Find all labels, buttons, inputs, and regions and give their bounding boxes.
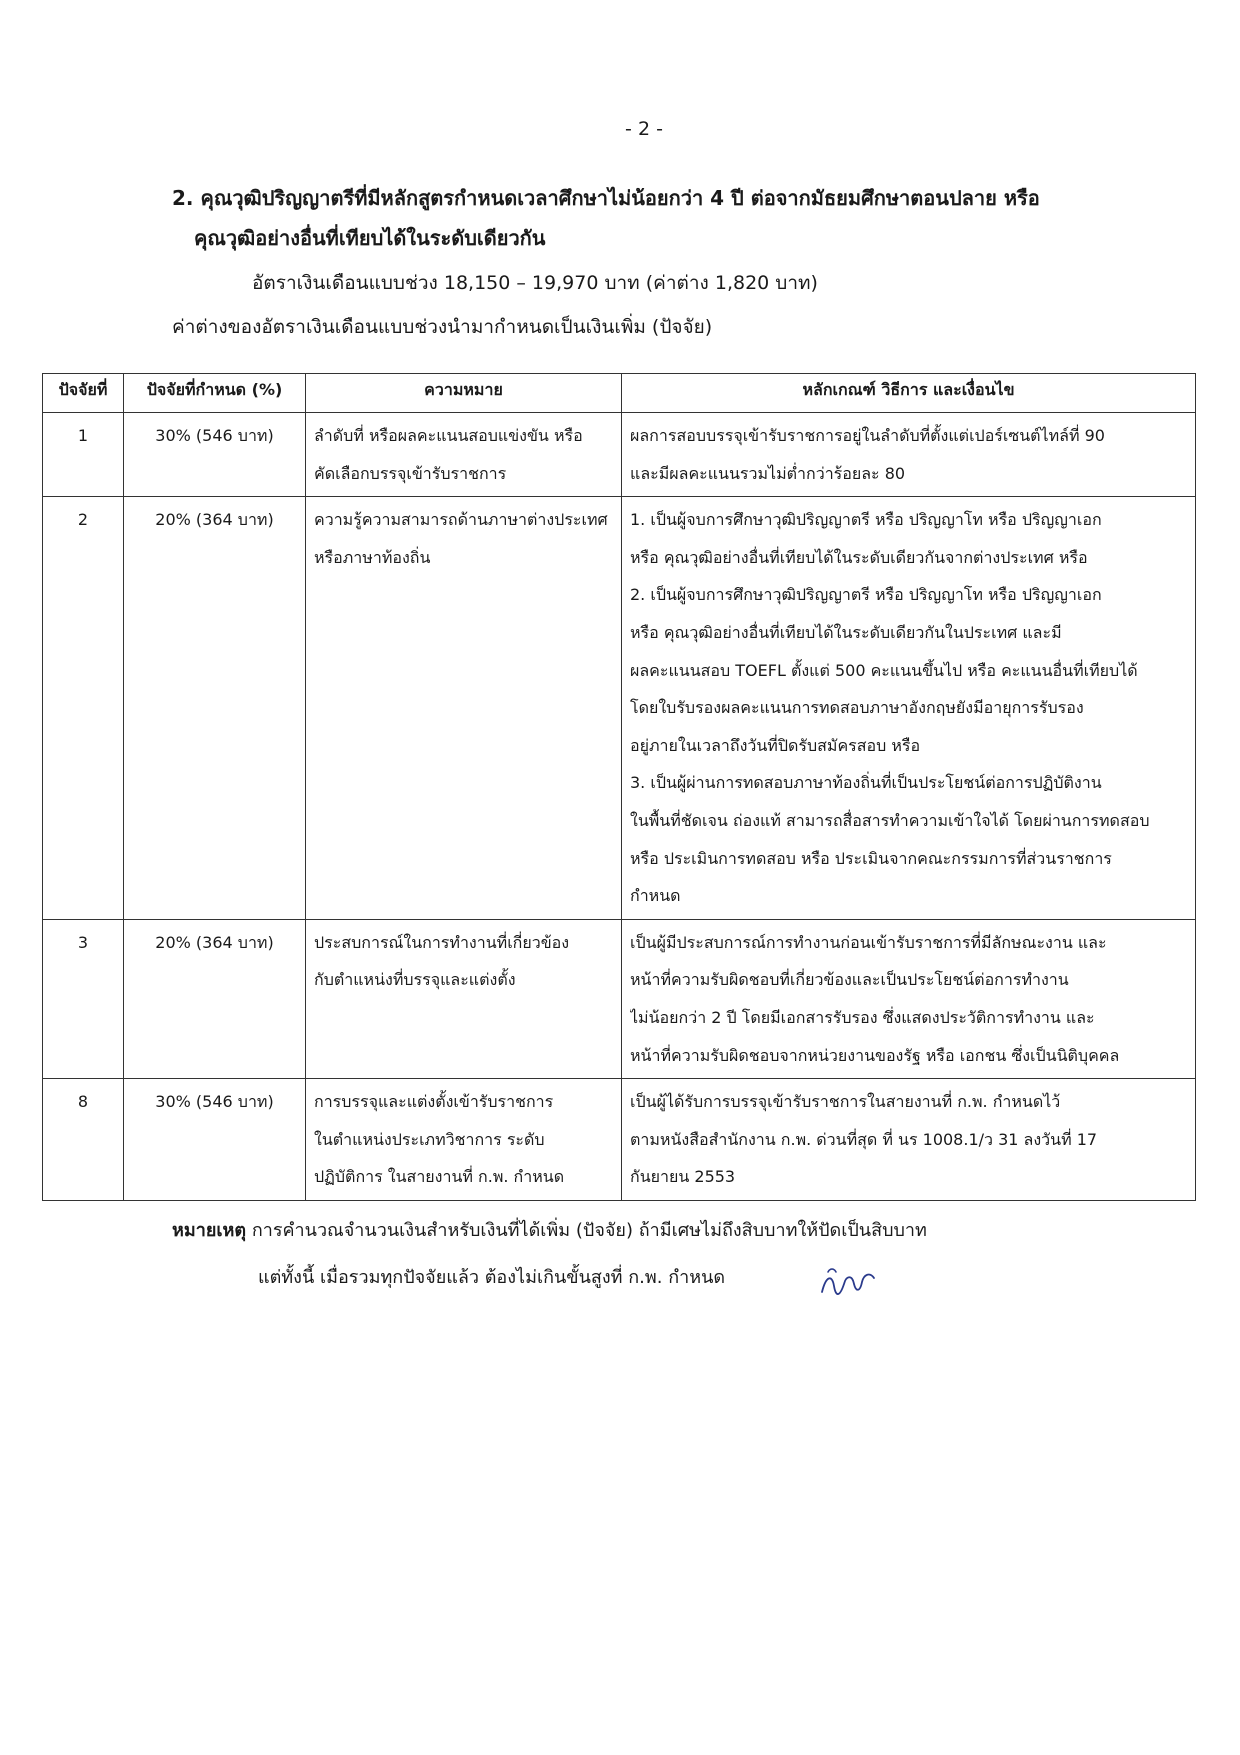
handwritten-signature	[818, 1262, 878, 1302]
note-line-1	[172, 1207, 927, 1254]
factor-number: 3	[43, 919, 124, 1078]
header-meaning: ความหมาย	[306, 374, 622, 413]
factors-table	[42, 373, 1196, 1201]
factor-number: 1	[43, 413, 124, 497]
factor-percent: 20% (364 บาท)	[124, 919, 306, 1078]
factor-number: 8	[43, 1079, 124, 1201]
header-factor-no: ปัจจัยที่	[43, 374, 124, 413]
factor-criteria: ผลการสอบบรรจุเข้ารับราชการอยู่ในลำดับที่ตั้งแต่เปอร์เซนต์ไทล์ที่ 90 และมีผลคะแนนรวมไม่ต่ำกว่าร้อยละ 80	[622, 413, 1196, 497]
heading-line-1: 2. คุณวุฒิปริญญาตรีที่มีหลักสูตรกำหนดเวลาศึกษาไม่น้อยกว่า 4 ปี ต่อจากมัธยมศึกษาตอนปลาย หรือ	[172, 186, 1040, 210]
factor-criteria: เป็นผู้ได้รับการบรรจุเข้ารับราชการในสายงานที่ ก.พ. กำหนดไว้ ตามหนังสือสำนักงาน ก.พ. ด่วนที่สุด ที่ นร 1008.1/ว 31 ลงวันที่ 17 กันยายน 2553	[622, 1079, 1196, 1201]
factor-percent: 30% (546 บาท)	[124, 1079, 306, 1201]
note-label: หมายเหตุ	[172, 1220, 247, 1241]
factor-meaning: ความรู้ความสามารถด้านภาษาต่างประเทศ หรือภาษาท้องถิ่น	[306, 497, 622, 920]
table-row	[43, 919, 1196, 1078]
factor-percent: 30% (546 บาท)	[124, 413, 306, 497]
header-factor-percent: ปัจจัยที่กำหนด (%)	[124, 374, 306, 413]
section-heading	[172, 178, 1112, 258]
salary-range-line: อัตราเงินเดือนแบบช่วง 18,150 – 19,970 บาท (ค่าต่าง 1,820 บาท)	[252, 272, 818, 294]
table-row	[43, 413, 1196, 497]
factor-number: 2	[43, 497, 124, 920]
page-number: - 2 -	[625, 118, 663, 140]
factor-criteria: 1. เป็นผู้จบการศึกษาวุฒิปริญญาตรี หรือ ปริญญาโท หรือ ปริญญาเอก หรือ คุณวุฒิอย่างอื่นที่เทียบได้ในระดับเดียวกันจากต่างประเทศ หรือ 2. เป็นผู้จบการศึกษาวุฒิปริญญาตรี หรือ ปริญญาโท หรือ ปริญญาเอก หรือ คุณวุฒิอย่างอื่นที่เทียบได้ในระดับเดียวกันในประเทศ และมี ผลคะแนนสอบ TOEFL ตั้งแต่ 500 คะแนนขึ้นไป หรือ คะแนนอื่นที่เทียบได้ โดยใบรับรองผลคะแนนการทดสอบภาษาอังกฤษยังมีอายุการรับรอง อยู่ภายในเวลาถึงวันที่ปิดรับสมัครสอบ หรือ 3. เป็นผู้ผ่านการทดสอบภาษาท้องถิ่นที่เป็นประโยชน์ต่อการปฏิบัติงาน ในพื้นที่ชัดเจน ถ่องแท้ สามารถสื่อสารทำความเข้าใจได้ โดยผ่านการทดสอบ หรือ ประเมินการทดสอบ หรือ ประเมินจากคณะกรรมการที่ส่วนราชการ กำหนด	[622, 497, 1196, 920]
table-row	[43, 497, 1196, 920]
heading-line-2: คุณวุฒิอย่างอื่นที่เทียบได้ในระดับเดียวกัน	[194, 226, 546, 250]
table-header-row	[43, 374, 1196, 413]
factor-meaning: ประสบการณ์ในการทำงานที่เกี่ยวข้อง กับตำแหน่งที่บรรจุและแต่งตั้ง	[306, 919, 622, 1078]
factor-criteria: เป็นผู้มีประสบการณ์การทำงานก่อนเข้ารับราชการที่มีลักษณะงาน และ หน้าที่ความรับผิดชอบที่เกี่ยวข้องและเป็นประโยชน์ต่อการทำงาน ไม่น้อยกว่า 2 ปี โดยมีเอกสารรับรอง ซึ่งแสดงประวัติการทำงาน และ หน้าที่ความรับผิดชอบจากหน่วยงานของรัฐ หรือ เอกชน ซึ่งเป็นนิติบุคคล	[622, 919, 1196, 1078]
note-line-2: แต่ทั้งนี้ เมื่อรวมทุกปัจจัยแล้ว ต้องไม่เกินขั้นสูงที่ ก.พ. กำหนด	[258, 1267, 726, 1288]
header-criteria: หลักเกณฑ์ วิธีการ และเงื่อนไข	[622, 374, 1196, 413]
table-row	[43, 1079, 1196, 1201]
note-block	[172, 1207, 927, 1301]
factor-meaning: การบรรจุและแต่งตั้งเข้ารับราชการ ในตำแหน่งประเภทวิชาการ ระดับ ปฏิบัติการ ในสายงานที่ ก.พ. กำหนด	[306, 1079, 622, 1201]
note-text-1: การคำนวณจำนวนเงินสำหรับเงินที่ได้เพิ่ม (ปัจจัย) ถ้ามีเศษไม่ถึงสิบบาทให้ปัดเป็นสิบบาท	[246, 1220, 927, 1241]
factor-meaning: ลำดับที่ หรือผลคะแนนสอบแข่งขัน หรือ คัดเลือกบรรจุเข้ารับราชการ	[306, 413, 622, 497]
intro-line: ค่าต่างของอัตราเงินเดือนแบบช่วงนำมากำหนดเป็นเงินเพิ่ม (ปัจจัย)	[172, 316, 713, 338]
factor-percent: 20% (364 บาท)	[124, 497, 306, 920]
